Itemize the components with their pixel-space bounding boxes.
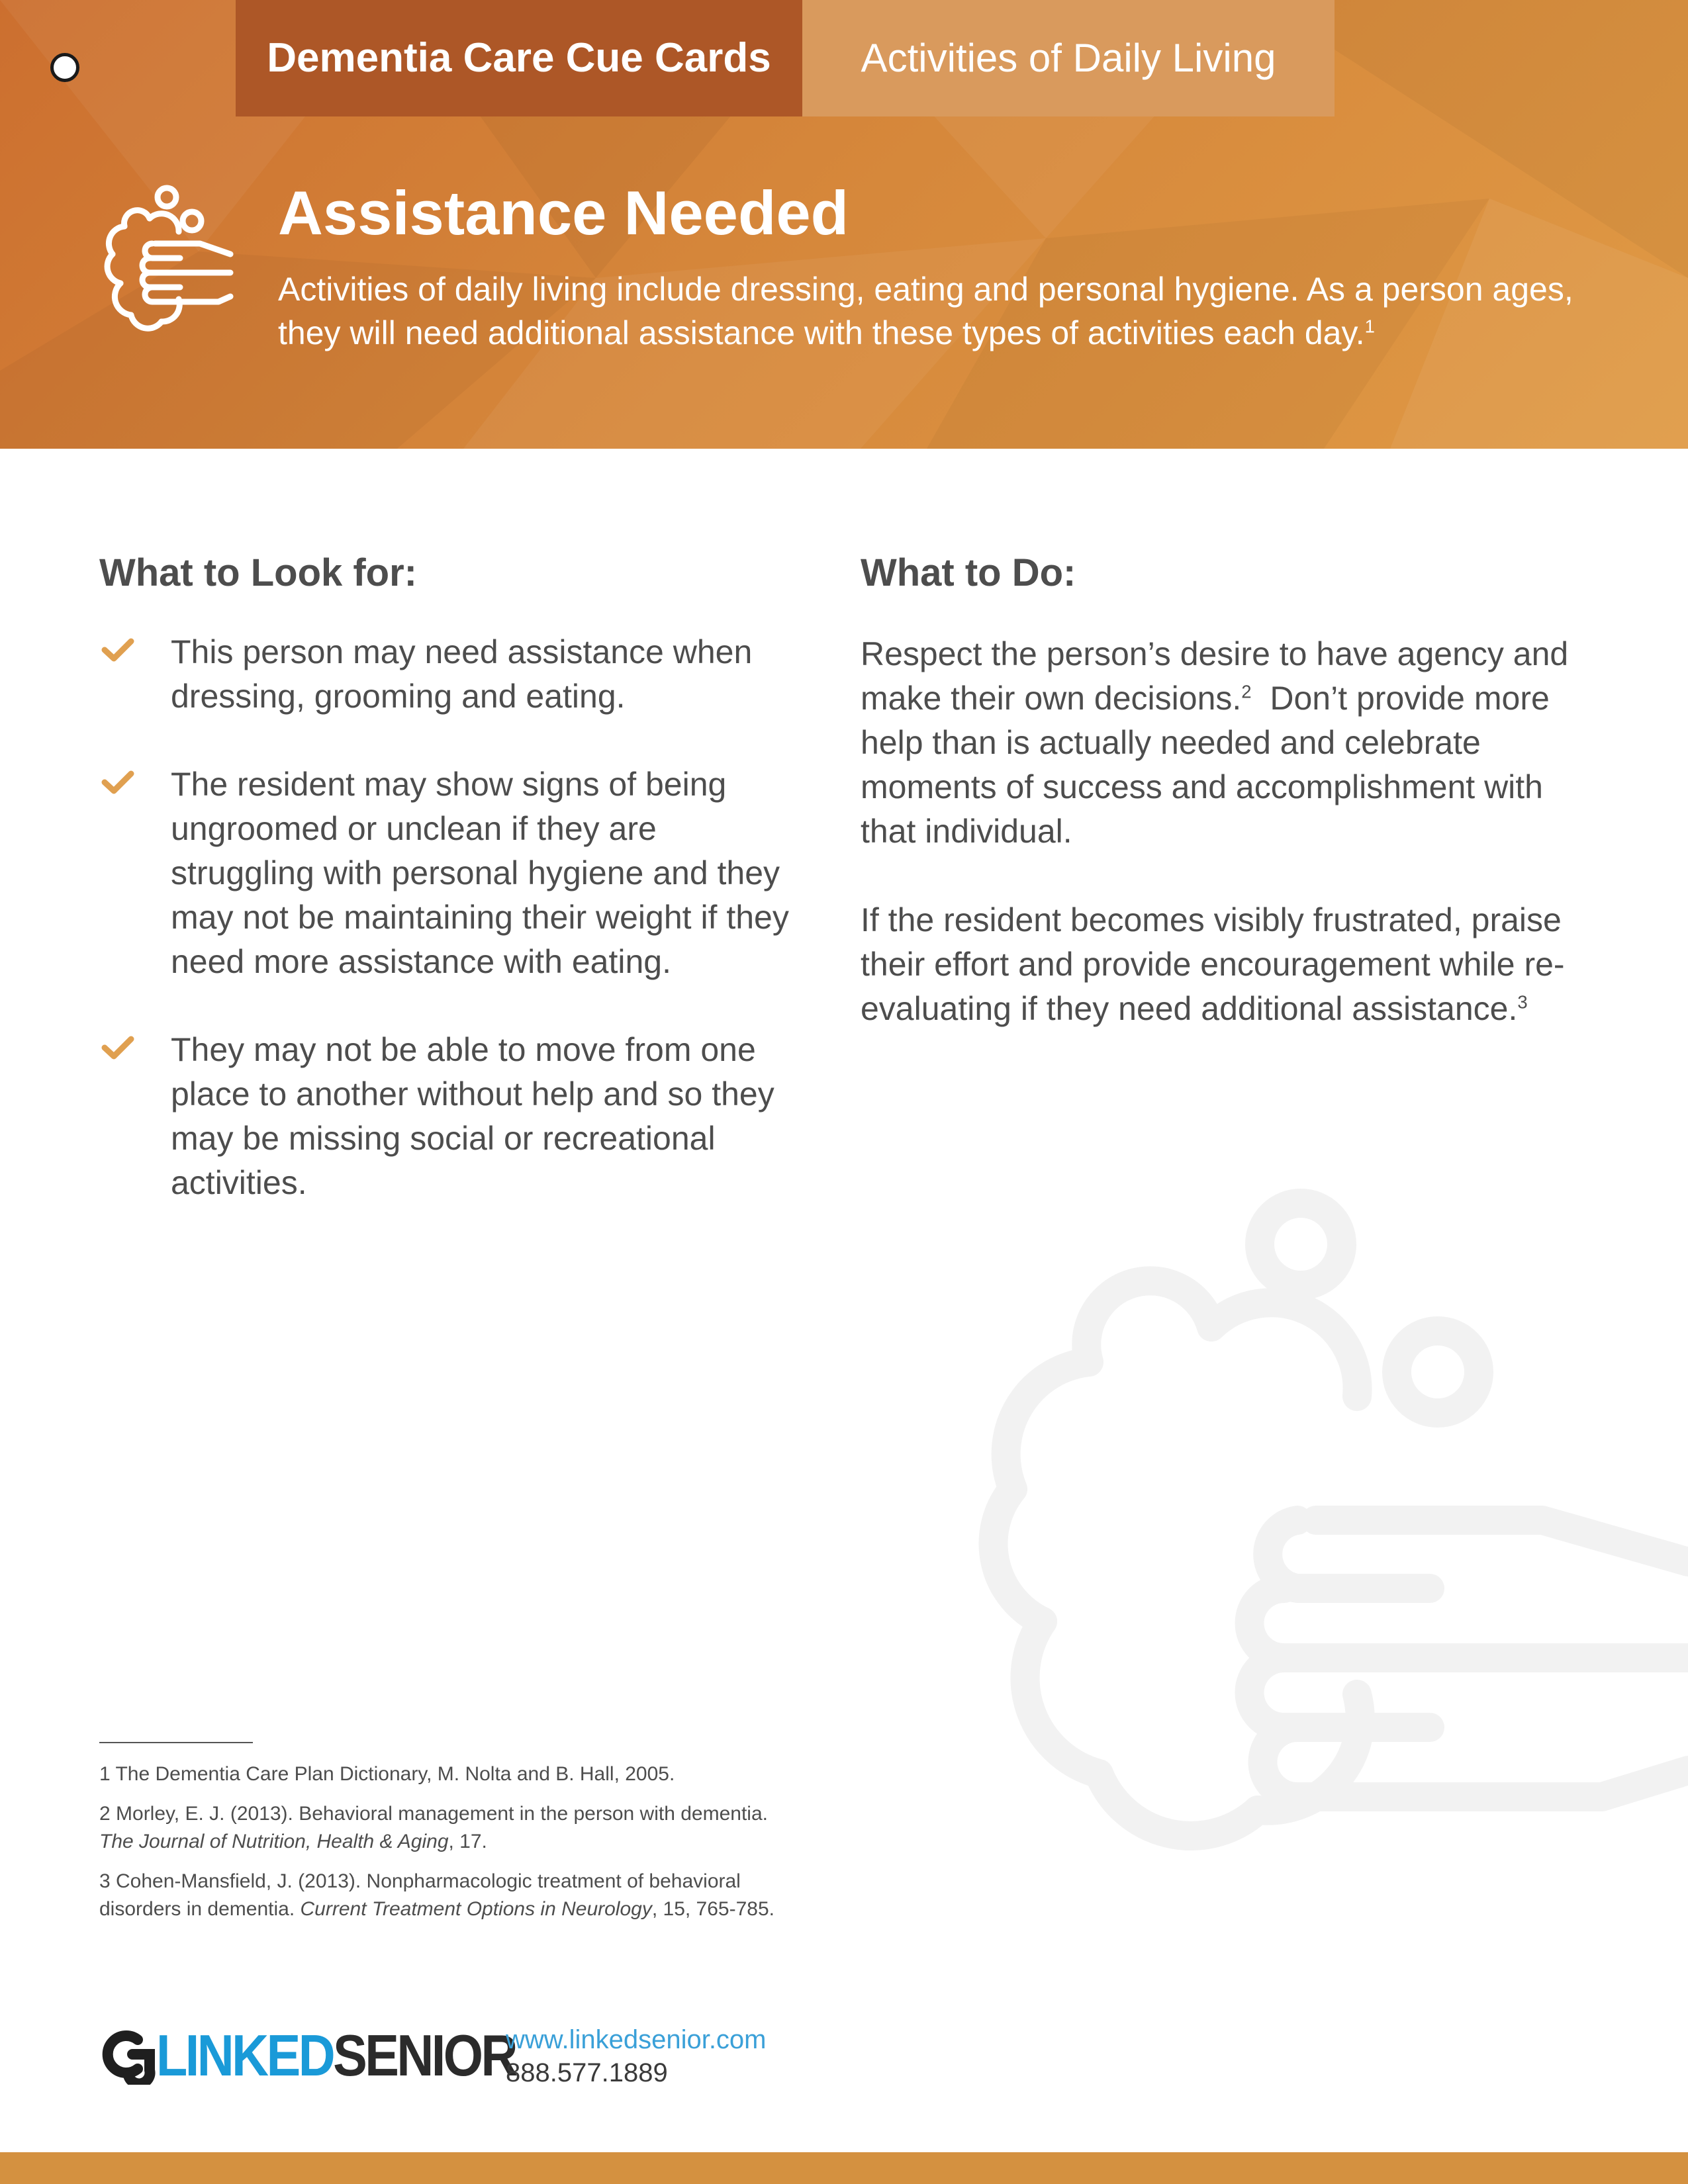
punch-hole: [50, 53, 79, 82]
footnote-divider: [99, 1742, 253, 1743]
card-intro: [278, 267, 1642, 355]
look-for-list: [99, 630, 808, 1249]
what-to-do-paragraph-2: [861, 898, 1602, 1031]
look-for-item: [99, 762, 808, 984]
footnote-2-volume: , 17.: [448, 1831, 487, 1852]
look-for-item-text: They may not be able to move from one place to another without help and so they may be missing social or recreational activities.: [171, 1031, 774, 1201]
phone-number: 888.577.1889: [506, 2058, 668, 2087]
what-to-do-text-1a: Respect the person’s desire to have agency and make their own decisions.: [861, 635, 1569, 717]
hand-washing-icon: [101, 180, 241, 334]
look-for-item: [99, 630, 808, 719]
card-intro-text: Activities of daily living include dressing, eating and personal hygiene. As a person ages, they will need additional assistance with these types of activities each day.: [278, 271, 1573, 351]
what-to-do-paragraph-1: [861, 632, 1602, 854]
website-link[interactable]: www.linkedsenior.com: [506, 2025, 767, 2054]
checkmark-icon: [101, 769, 135, 796]
category-tab: Activities of Daily Living: [802, 0, 1335, 116]
look-for-item-text: This person may need assistance when dressing, grooming and eating.: [171, 633, 753, 715]
what-to-do-heading: What to Do:: [861, 551, 1076, 594]
what-to-do-text-1b: Don’t provide more help than is actually needed and celebrate moments of success and accomplishment with that individual.: [861, 680, 1550, 850]
look-for-item-text: The resident may show signs of being ungroomed or unclean if they are struggling with personal hygiene and they may not be maintaining their weight if they need more assistance with eating.: [171, 766, 789, 980]
look-for-item: [99, 1028, 808, 1205]
brand-wordmark-linked: LINKED: [156, 2023, 334, 2088]
card-title: Assistance Needed: [278, 178, 849, 248]
checkmark-icon: [101, 1034, 135, 1061]
brand-wordmark: [156, 2025, 516, 2086]
header-band: [0, 0, 1688, 449]
bottom-accent-bar: [0, 2152, 1688, 2184]
footnote-2: [99, 1800, 827, 1856]
footnote-ref-2: 2: [1241, 681, 1252, 702]
footnote-ref-1: 1: [1364, 316, 1375, 337]
brand-wordmark-senior: SENIOR: [333, 2023, 516, 2088]
hand-washing-watermark-icon: [927, 1165, 1688, 2019]
footnote-3-text: 3 Cohen-Mansfield, J. (2013). Nonpharmacologic treatment of behavioral disorders in dementia.: [99, 1870, 741, 1920]
footnote-2-text: 2 Morley, E. J. (2013). Behavioral management in the person with dementia.: [99, 1803, 768, 1825]
look-for-heading: What to Look for:: [99, 551, 418, 594]
footnote-ref-3: 3: [1517, 991, 1528, 1013]
what-to-do-text-2: If the resident becomes visibly frustrated, praise their effort and provide encouragement while re-evaluating if they need additional assistance.: [861, 901, 1565, 1027]
series-title-tab: Dementia Care Cue Cards: [236, 0, 802, 116]
linkedsenior-logo-icon: [99, 2024, 160, 2085]
footnote-1: 1 The Dementia Care Plan Dictionary, M. Nolta and B. Hall, 2005.: [99, 1763, 675, 1785]
footnote-3-journal: Current Treatment Options in Neurology: [300, 1898, 652, 1920]
checkmark-icon: [101, 637, 135, 663]
footnotes: [99, 1760, 827, 1935]
footnote-3: [99, 1868, 827, 1923]
footnote-2-journal: The Journal of Nutrition, Health & Aging: [99, 1831, 449, 1852]
footnote-3-volume: , 15, 765-785.: [651, 1898, 774, 1920]
